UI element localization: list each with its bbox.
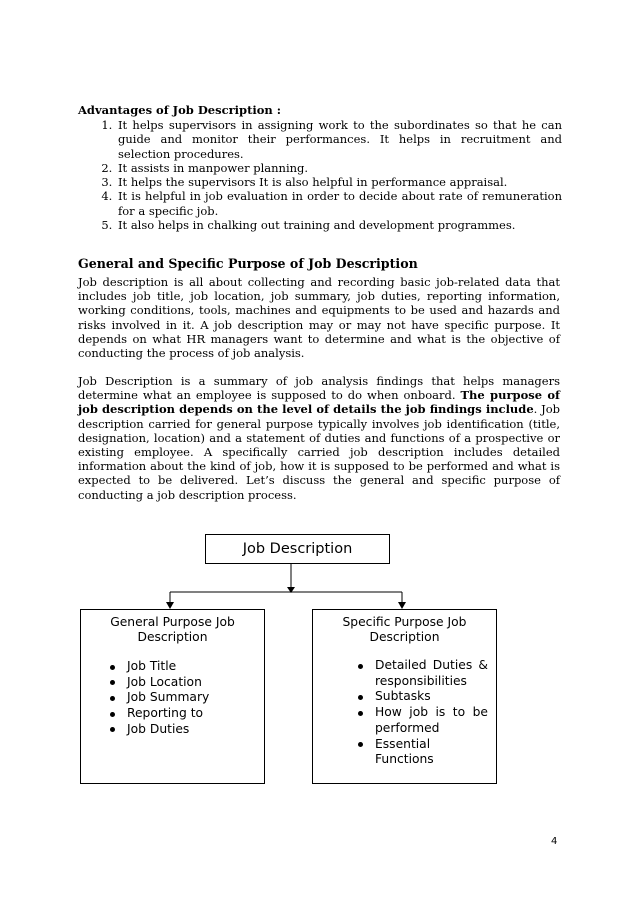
paragraph-2-rest: . Job description carried for general purpose typically involves job identification (title, designation, location) and a statement of duties and functions of a prospective or existing employee. A specifically carried job description includes detailed information about the kind of job, how it is supposed to be performed and what is expected to be delivered. Let’s discuss the general and specific purpose of conducting a job description process. bbox=[78, 402, 560, 502]
specific-item-label: How job is to be performed bbox=[375, 705, 488, 735]
left-arrowhead bbox=[166, 602, 174, 609]
general-item-label: Job Title bbox=[127, 659, 177, 673]
purpose-paragraph-1: Job description is all about collecting and recording basic job-related data that includes job title, job location, job summary, job duties, reporting information, working conditions, tools, machines and equipments to be used and hazards and risks involved in it. A job description may or may not have specific purpose. It depends on what HR managers want to determine and what is the objective of conducting the process of job analysis. bbox=[78, 275, 560, 361]
general-item-job-location bbox=[110, 675, 264, 691]
advantage-item-1: 1. It helps supervisors in assigning work to the subordinates so that he can guide and monitor their performances. It helps in recruitment and selection procedures. bbox=[116, 118, 562, 161]
general-item-label: Job Duties bbox=[127, 721, 190, 736]
specific-purpose-box bbox=[312, 609, 497, 784]
specific-item-essential-functions bbox=[358, 737, 488, 768]
bullet-icon bbox=[110, 696, 115, 701]
general-item-job-duties bbox=[110, 722, 264, 738]
general-item-job-summary bbox=[110, 690, 264, 706]
specific-item-label: Detailed Duties & responsibilities bbox=[375, 658, 488, 688]
specific-item-label: Subtasks bbox=[375, 689, 431, 704]
bullet-icon bbox=[358, 664, 363, 669]
specific-item-label: Essential Functions bbox=[375, 736, 434, 767]
specific-purpose-list bbox=[313, 658, 496, 768]
specific-item-how-performed bbox=[358, 705, 488, 736]
paragraph-2-intro: Job Description is a summary of job analysis findings that helps managers determine what an employee is supposed to do when onboard. bbox=[78, 374, 560, 403]
bullet-icon bbox=[358, 695, 363, 700]
general-purpose-title: General Purpose Job Description bbox=[110, 615, 235, 644]
bullet-icon bbox=[110, 727, 115, 732]
advantage-item-2: 2. It assists in manpower planning. bbox=[116, 161, 562, 175]
general-item-label: Job Summary bbox=[127, 690, 210, 705]
purpose-paragraph-2 bbox=[78, 374, 560, 502]
advantage-item-3: 3. It helps the supervisors It is also helpful in performance appraisal. bbox=[116, 175, 562, 189]
job-description-box: Job Description bbox=[205, 534, 390, 564]
specific-item-subtasks bbox=[358, 689, 488, 705]
specific-purpose-title: Specific Purpose Job Description bbox=[342, 615, 467, 644]
general-item-reporting-to bbox=[110, 706, 264, 722]
advantages-list bbox=[78, 118, 562, 232]
bullet-icon bbox=[358, 742, 363, 747]
general-item-job-title bbox=[110, 659, 264, 675]
specific-item-detailed-duties bbox=[358, 658, 488, 689]
right-arrowhead bbox=[398, 602, 406, 609]
advantage-item-4: 4. It is helpful in job evaluation in order to decide about rate of remuneration for a specific job. bbox=[116, 189, 562, 218]
bullet-icon bbox=[110, 712, 115, 717]
bullet-icon bbox=[110, 665, 115, 670]
bullet-icon bbox=[358, 711, 363, 716]
advantages-heading: Advantages of Job Description : bbox=[78, 103, 282, 117]
advantage-item-5: 5. It also helps in chalking out training and development programmes. bbox=[116, 218, 562, 232]
purpose-heading: General and Specific Purpose of Job Description bbox=[78, 256, 418, 271]
general-item-label: Reporting to bbox=[127, 706, 204, 721]
general-purpose-box bbox=[80, 609, 265, 784]
paragraph-2-bold-statement: The purpose of job description depends on the level of details the job findings include bbox=[78, 388, 560, 417]
page-number: 4 bbox=[551, 836, 558, 847]
root-arrowhead bbox=[287, 587, 295, 593]
general-item-label: Job Location bbox=[127, 674, 202, 689]
bullet-icon bbox=[110, 680, 115, 685]
general-purpose-list bbox=[81, 659, 264, 738]
